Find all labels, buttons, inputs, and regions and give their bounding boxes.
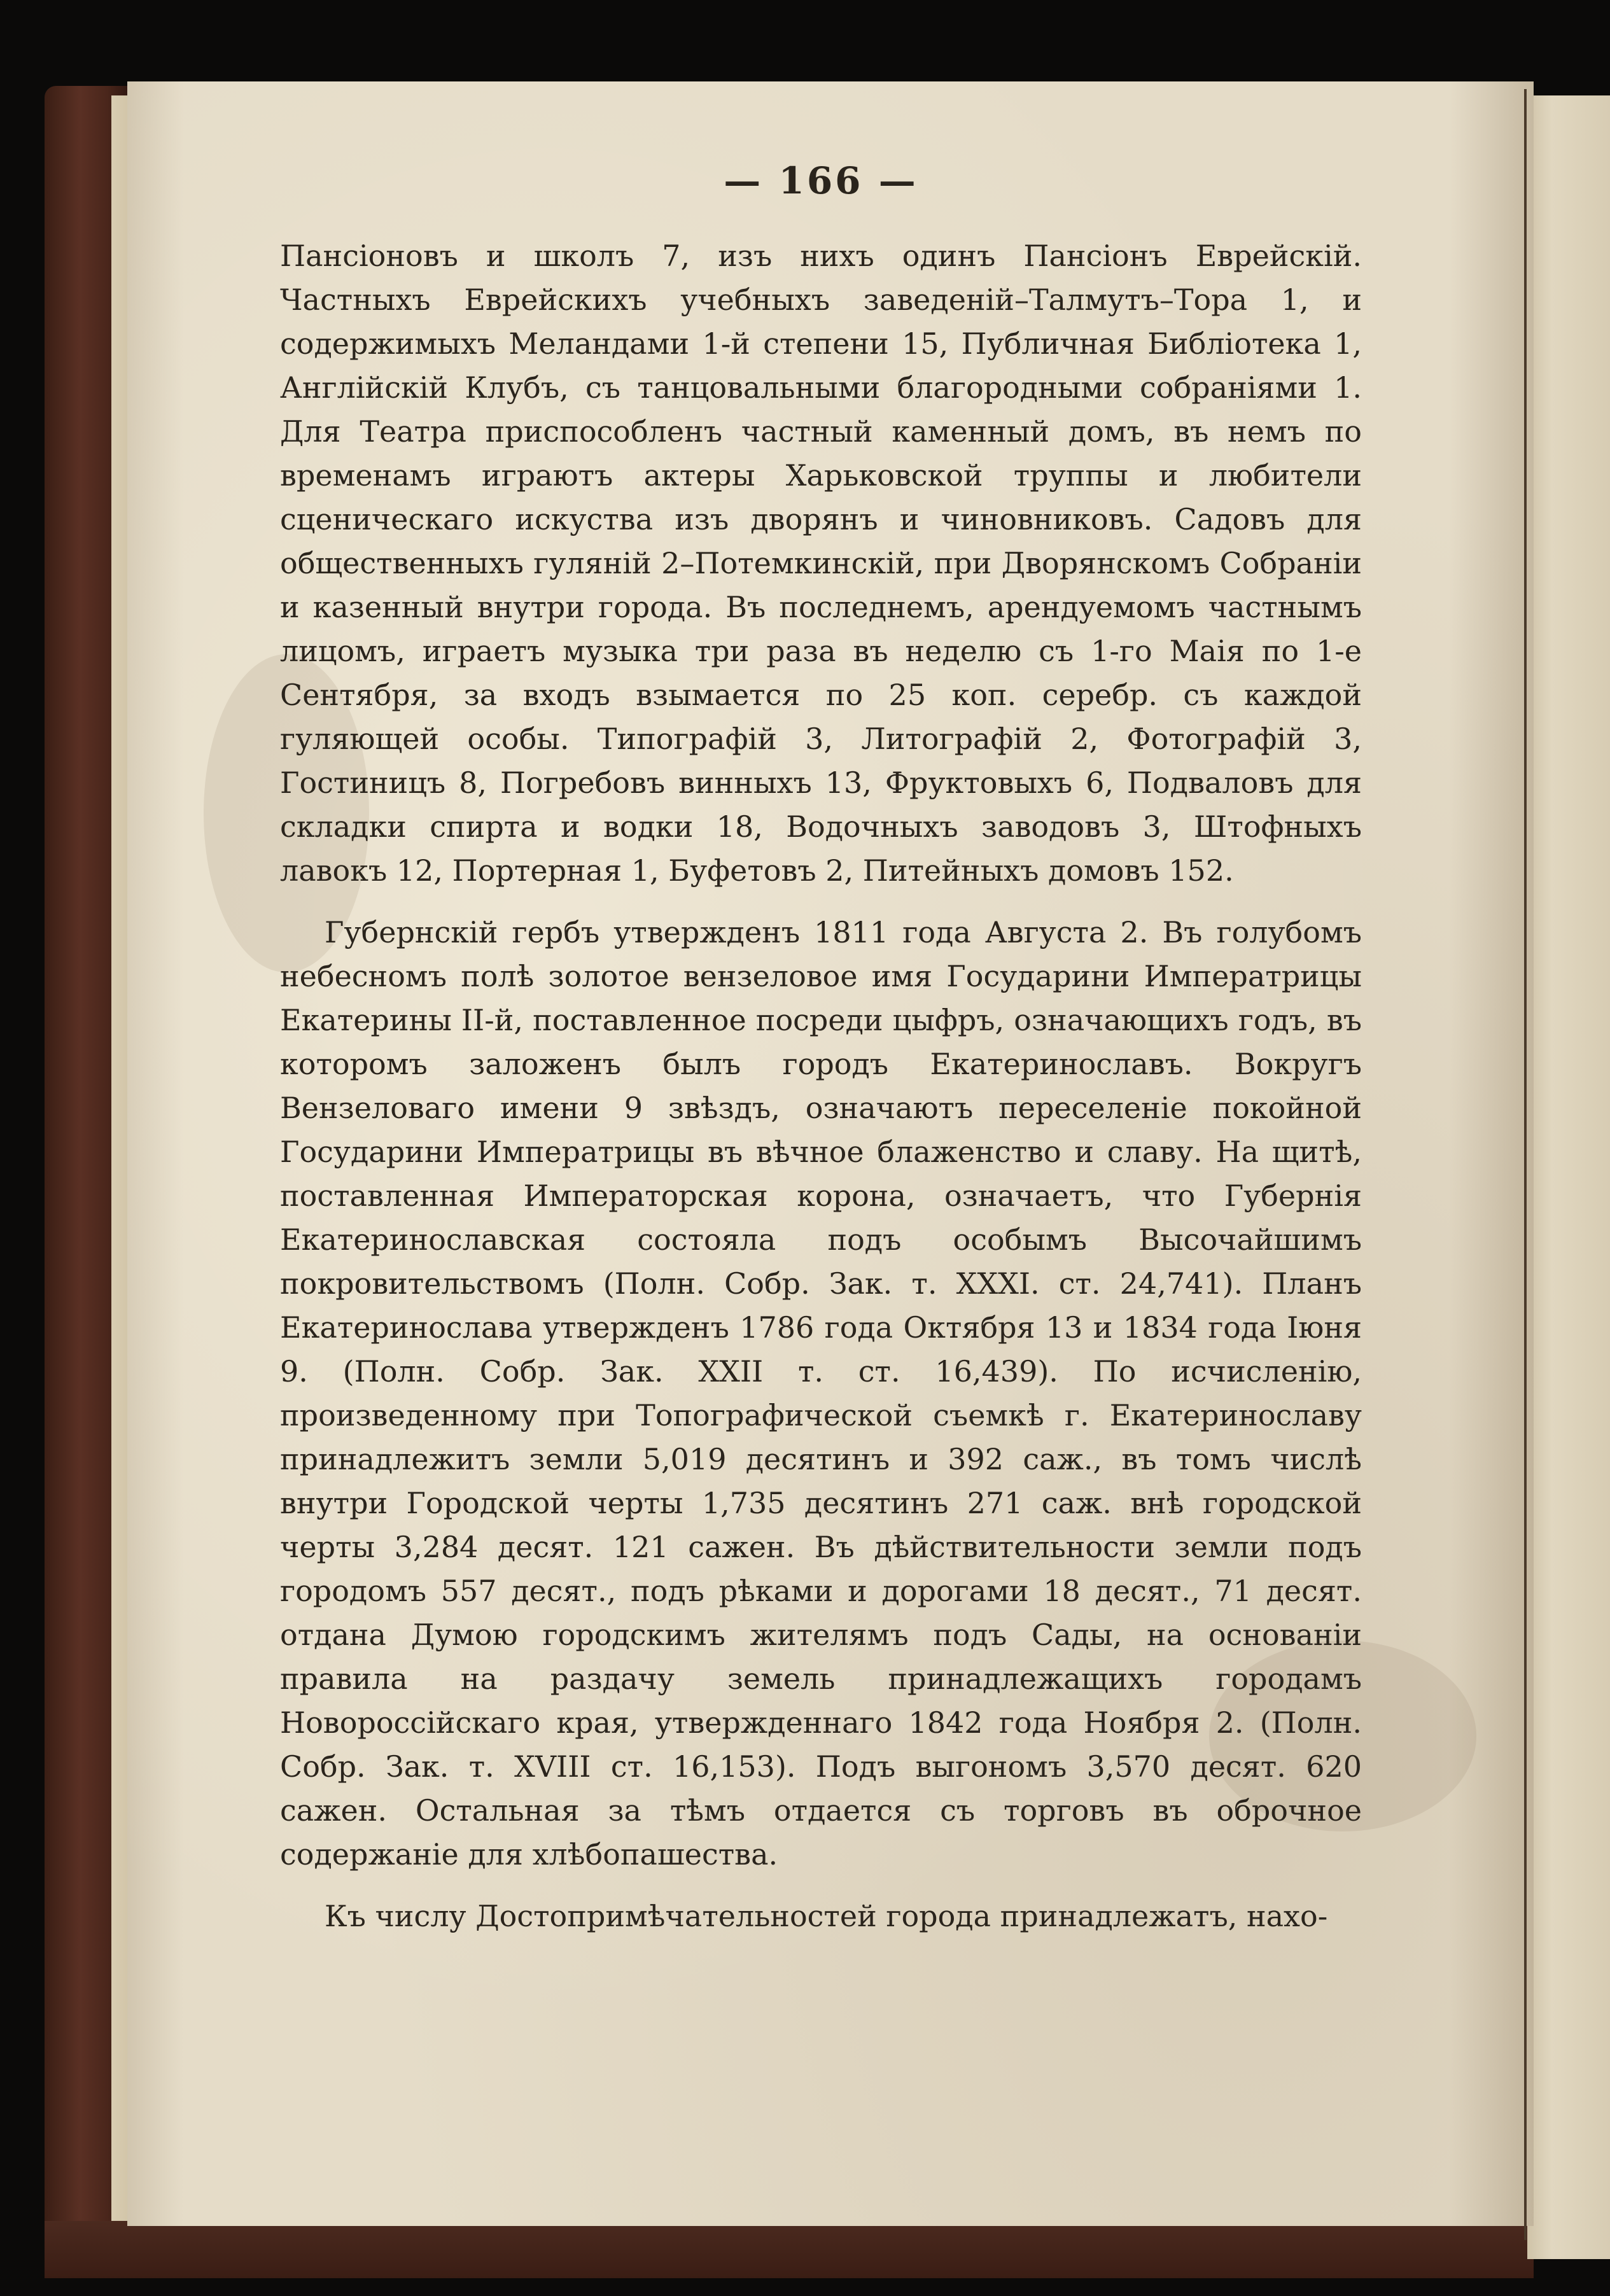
- book-cover-bottom: [45, 2221, 1534, 2278]
- page-number: — 166 —: [724, 159, 918, 202]
- page-gutter: [1524, 89, 1527, 2240]
- paragraph-landmarks: Къ числу Достопримѣчательностей города принадлежатъ, нахо-: [325, 1899, 1328, 1933]
- paragraph-coat-of-arms: Губернскій гербъ утвержденъ 1811 года Августа 2. Въ голубомъ небесномъ полѣ золотое вензеловое имя Государини Императрицы Екатерины II-й, поставленное посреди цыфръ, означающихъ годъ, въ которомъ заложенъ былъ городъ Екатеринославъ. Вокругъ Вензеловаго имени 9 звѣздъ, означаютъ переселеніе покойной Государини Императрицы въ вѣчное блаженство и славу. На щитѣ, поставленная Императорская корона, означаетъ, что Губернія Екатеринославская состояла подъ особымъ Высочайшимъ покровительствомъ (Полн. Собр. Зак. т. XXXI. ст. 24,741). Планъ Екатеринослава утвержденъ 1786 года Октября 13 и 1834 года Іюня 9. (Полн. Собр. Зак. XXII т. ст. 16,439). По исчисленію, произведенному при Топографической съемкѣ г. Екатеринославу принадлежитъ земли 5,019 десятинъ и 392 саж., въ томъ числѣ внутри Городской черты 1,735 десятинъ 271 саж. внѣ городской черты 3,284 десят. 121 сажен. Въ дѣйствительности земли подъ городомъ 557 десят., подъ рѣками и дорогами 18 десят., 71 десят. отдана Думою городскимъ жителямъ подъ Сады, на основаніи правила на раздачу земель принадлежащихъ городамъ Новороссійскаго края, утвержденнаго 1842 года Ноября 2. (Полн. Собр. Зак. т. XVIII ст. 16,153). Подъ выгономъ 3,570 десят. 620 сажен. Остальная за тѣмъ отдается съ торговъ въ оброчное содержаніе для хлѣбопашества.: [280, 915, 1362, 1872]
- paragraph-institutions: Пансіоновъ и школъ 7, изъ нихъ одинъ Пансіонъ Еврейскій. Частныхъ Еврейскихъ учебныхъ заведеній–Талмутъ–Тора 1, и содержимыхъ Меландами 1-й степени 15, Публичная Библіотека 1, Англійскій Клубъ, съ танцовальными благородными собраніями 1. Для Театра приспособленъ частный каменный домъ, въ немъ по временамъ играютъ актеры Харьковской труппы и любители сценическаго искуства изъ дворянъ и чиновниковъ. Садовъ для общественныхъ гуляній 2–Потемкинскій, при Дворянскомъ Собраніи и казенный внутри города. Въ последнемъ, арендуемомъ частнымъ лицомъ, играетъ музыка три раза въ неделю съ 1-го Маія по 1-е Сентября, за входъ взымается по 25 коп. серебр. съ каждой гуляющей особы. Типографій 3, Литографій 2, Фотографій 3, Гостиницъ 8, Погребовъ винныхъ 13, Фруктовыхъ 6, Подваловъ для складки спирта и водки 18, Водочныхъ заводовъ 3, Штофныхъ лавокъ 12, Портерная 1, Буфетовъ 2, Питейныхъ домовъ 152.: [280, 239, 1362, 888]
- page-content: [280, 159, 1362, 1938]
- facing-page-edge: [1527, 95, 1610, 2259]
